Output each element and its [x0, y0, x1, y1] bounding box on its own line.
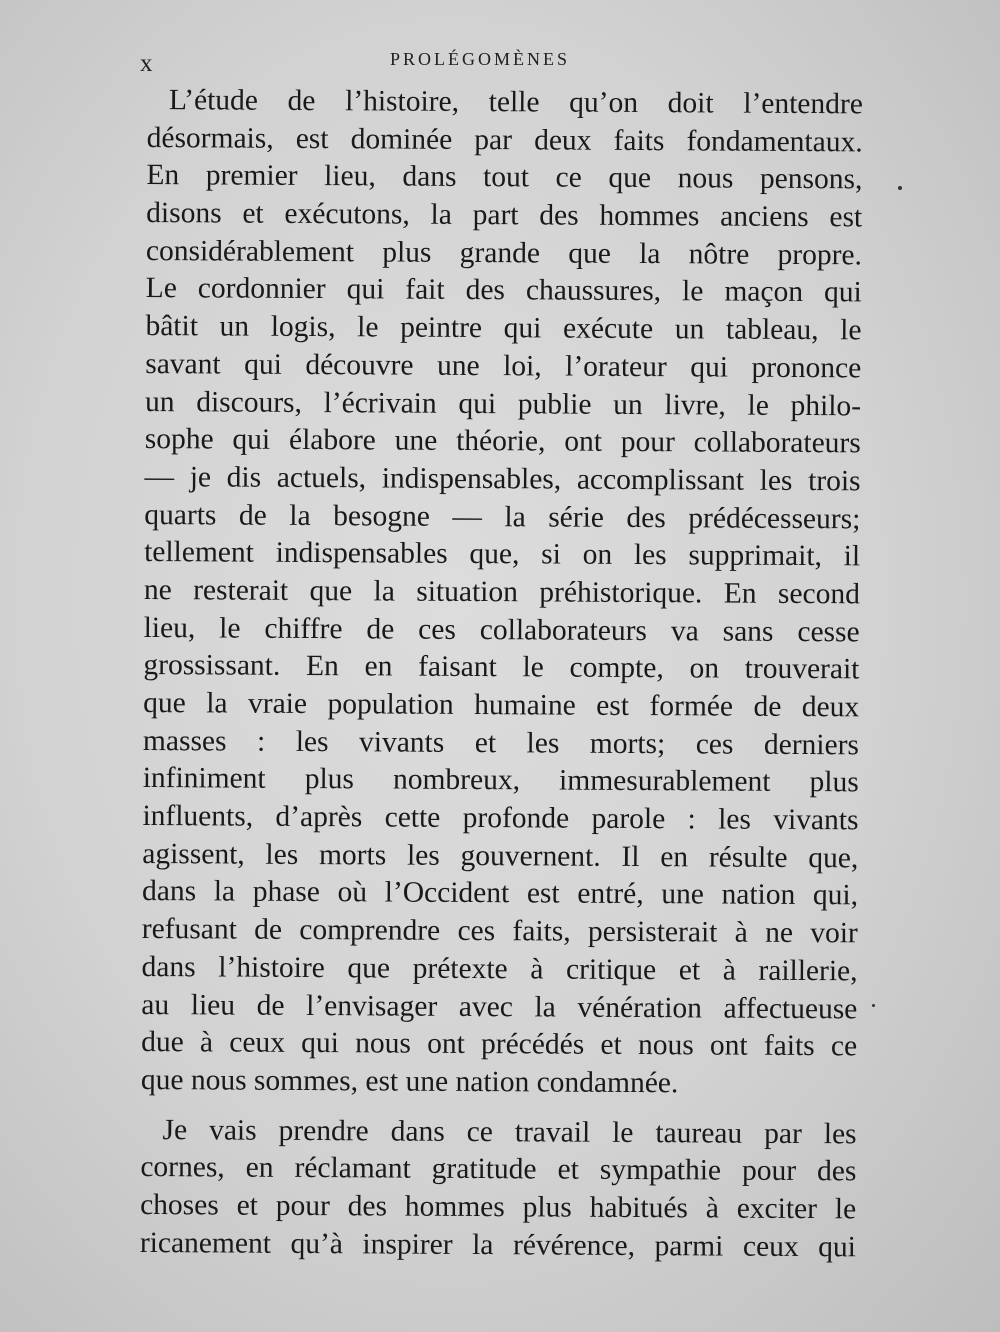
text-line: bâtit un logis, le peintre qui exécute un tableau, le: [145, 310, 862, 347]
running-head: [140, 46, 860, 76]
text-line: que la vraie population humaine est formée de deux: [143, 686, 860, 724]
text-line: cornes, en réclamant gratitude et sympathie pour des: [140, 1151, 857, 1188]
text-line: ricanement qu’à inspirer la révérence, parmi ceux qui: [139, 1226, 856, 1263]
text-line: un discours, l’écrivain qui publie un livre, le philo-: [144, 385, 862, 422]
text-line: lieu, le chiffre de ces collaborateurs va sans cesse: [143, 611, 860, 648]
text-line: choses et pour des hommes plus habitués à exciter le: [140, 1188, 857, 1226]
text-line: refusant de comprendre ces faits, persisterait à ne voir: [141, 913, 858, 950]
text-line: agissent, les morts les gouvernent. Il en résulte que,: [142, 837, 859, 875]
body-text: [140, 82, 863, 1267]
text-line: tellement indispensables que, si on les supprimait, il: [144, 536, 861, 573]
text-line: quarts de la besogne — la série des prédécesseurs;: [144, 498, 861, 535]
text-line: masses : les vivants et les morts; ces derniers: [142, 724, 860, 762]
text-line: ne resterait que la situation préhistorique. En second: [143, 573, 860, 611]
paragraph-2: [140, 1112, 857, 1267]
text-line: dans l’histoire que prétexte à critique et à raillerie,: [141, 950, 858, 988]
text-line: désormais, est dominée par deux faits fondamentaux.: [146, 121, 863, 159]
text-line: savant qui découvre une loi, l’orateur qui prononce: [145, 347, 862, 385]
text-line: — je dis actuels, indispensables, accomplissant les trois: [144, 460, 861, 498]
text-line: considérablement plus grande que la nôtre propre.: [145, 234, 863, 272]
text-line: Le cordonnier qui fait des chaussures, le maçon qui: [145, 272, 862, 309]
text-line: due à ceux qui nous ont précédés et nous ont faits ce: [141, 1026, 858, 1063]
paper-speck: [872, 1004, 875, 1007]
paper-speck: [898, 186, 902, 190]
running-title: PROLÉGOMÈNES: [390, 49, 571, 69]
text-line: dans la phase où l’Occident est entré, une nation qui,: [141, 875, 859, 912]
text-line: L’étude de l’histoire, telle qu’on doit l’entendre: [168, 84, 863, 121]
page-number: x: [140, 50, 154, 77]
text-line: En premier lieu, dans tout ce que nous pensons,: [146, 159, 863, 196]
text-line: que nous sommes, est une nation condamnée.: [140, 1063, 679, 1100]
text-line: influents, d’après cette profonde parole : les vivants: [142, 800, 859, 837]
text-line: sophe qui élabore une théorie, ont pour collaborateurs: [144, 423, 861, 460]
text-line: Je vais prendre dans ce travail le taureau par les: [162, 1113, 857, 1150]
paragraph-1: [141, 82, 863, 1104]
text-line: au lieu de l’envisager avec la vénération affectueuse: [141, 988, 858, 1025]
text-line: disons et exécutons, la part des hommes anciens est: [146, 197, 863, 234]
text-line: infiniment plus nombreux, immesurablement plus: [142, 762, 859, 799]
text-line: grossissant. En en faisant le compte, on trouverait: [143, 649, 860, 686]
